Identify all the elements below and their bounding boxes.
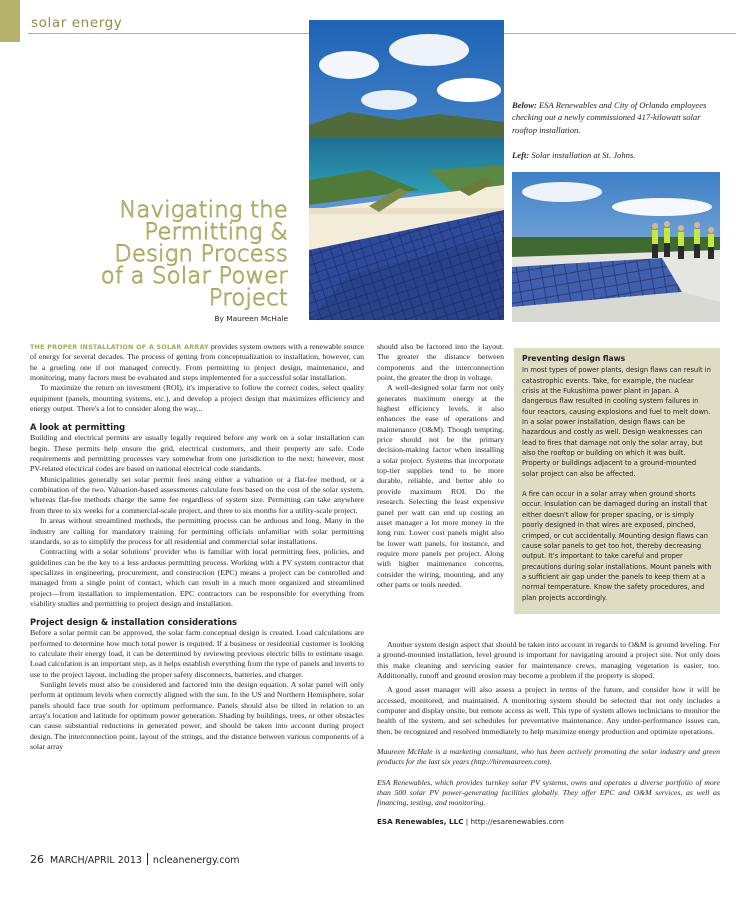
title-line: Permitting & — [144, 219, 288, 245]
paragraph: A well-designed solar farm not only generates maximum energy at the highest efficiency levels, it also enhances the ease of operations and maintenance (O&M). Though tempting, price should not be the primary decision-making factor when installing a solar project. Systems that incorporate top-tier supplies tend to be more durable, reliable, and better able to provide maximum ROI. Do the research. Selecting the least expensive panel per watt can end up costing an asset manager a lot more money in the long run. Lower cost panels might also be lower watt panels, for instance, and require more panels per project. Along with higher maintenance concerns, consider the wiring, mounting, and any other parts or tools needed. — [377, 383, 504, 589]
sidebar-paragraph: A fire can occur in a solar array when ground shorts occur. Insulation can be damaged during an install that either doesn't allow for proper spacing, or is simply poorly designed in that wires are exposed, pinched, crimped, or cut accidentally. Mounting design flaws can cause solar panels to get too hot, thereby decreasing output. It's important to take careful and proper precautions during solar installations. Mount panels with a sufficient air gap under the panels to keep them at a normal temperature. Know the safety procedures, and plan projects accordingly. — [522, 490, 712, 602]
paragraph: In areas without streamlined methods, the permitting process can be arduous and long. Many in the industry are calling for mandatory training for permitting officials unfamiliar with solar permitting standards, so as to simplify the process for all residential and commercial solar installations. — [30, 516, 364, 546]
company-credit: ESA Renewables, LLC | http://esarenewables.com — [377, 816, 564, 826]
lead-in-caps: THE PROPER INSTALLATION OF A SOLAR ARRAY — [30, 343, 209, 351]
article-bottom-block — [377, 640, 720, 827]
caption-below-text: ESA Renewables and City of Orlando employees checking out a newly commissioned 417-kilowatt solar rooftop installation. — [512, 100, 707, 135]
section-heading: A look at permitting — [30, 422, 126, 433]
article-title — [44, 199, 288, 309]
paragraph-text: provides system owners with a renewable source of energy for several decades. The process of getting from conceptualization to installation, however, can be a grueling one if not managed correctly. From permitting to project design, maintenance, and monitoring, many factors must be evaluated and steps implemented for a successful solar installation. — [30, 342, 364, 383]
caption-below — [512, 99, 720, 136]
paragraph: Municipalities generally set solar permit fees using either a valuation or a flat-fee method, or a combination of the two. Valuation-based assessments calculate fees based on the cost of the solar system, whereas flat-fee methods charge the same fee regardless of system size. Permitting can take anywhere from three to six weeks for a commercial-scale project, and three to six months for a utility-scale project. — [30, 474, 364, 515]
caption-left — [512, 149, 720, 161]
page-number: 26 — [30, 853, 44, 866]
page-footer — [30, 853, 240, 866]
paragraph: should also be factored into the layout. The greater the distance between components and the interconnection point, the greater the drop in voltage. — [377, 342, 504, 383]
photo-captions — [512, 99, 720, 175]
paragraph: Sunlight levels must also be considered and factored into the design equation. A solar panel will only perform at optimum levels when correctly aligned with the sun. In the US and Northern Hemisphere, solar panels should face true south for optimum performance. Panels should also be tilted in relation to an array's location and latitude for optimum power generation. Shading by buildings, trees, or other obstacles can cause substantial reductions in generated power, and should be taken into account during project design. The interconnection point, layout of the strings, and the distance between various components of a solar array — [30, 679, 364, 752]
title-line: Project — [208, 285, 288, 311]
company-description: ESA Renewables, which provides turnkey solar PV systems, owns and operates a diverse portfolio of more than 500 solar PV power-generating facilities globally. They offer EPC and O&M services, as well as financing, testing, and monitoring. — [377, 777, 720, 808]
sidebar-box — [514, 348, 720, 614]
section-label: solar energy — [31, 15, 123, 31]
title-line: of a Solar Power — [100, 263, 288, 289]
paragraph: Before a solar permit can be approved, the solar farm conceptual design is created. Load calculations are performed to determine how much total power is required. If a business or residential customer is looking to calculate their energy load, it can be determined by reviewing previous electric bills to estimate usage. Load calculation is an important step, as it helps establish everything from the type of panels and inverts to use to the project layout, including the proper safety disconnects, batteries, and charger. — [30, 628, 364, 679]
title-line: Navigating the — [119, 197, 288, 223]
paragraph — [30, 342, 364, 383]
company-url[interactable]: http://esarenewables.com — [470, 816, 564, 826]
section-tab — [0, 0, 20, 42]
paragraph: To maximize the return on investment (ROI), it's imperative to follow the correct codes, select quality equipment (panels, mounting systems, etc.), and develop a project design that maximizes efficiency and energy output. There's a lot to consider along the way... — [30, 383, 364, 414]
company-name: ESA Renewables, LLC — [377, 816, 464, 826]
paragraph: Contracting with a solar solutions' provider who is familiar with local permitting fees, policies, and guidelines can be the key to a less arduous permitting process. Working with a PV system contractor that specializes in engineering, procurement, and construction (EPC) means a project can be controlled and managed from a single point of contact, which can result in a much more organized and streamlined project—from installation to implementation. EPC contractors can be responsible for everything from viability studies and permitting to project design and installation. — [30, 547, 364, 608]
caption-left-text: Solar installation at St. Johns. — [531, 150, 636, 161]
caption-left-label: Left: — [512, 150, 530, 161]
sidebar-title: Preventing design flaws — [522, 354, 626, 363]
paragraph: Another system design aspect that should be taken into account in regards to O&M is ground leveling. For a ground-mounted installation, level ground is important for navigating around a project site. Not only does this make cleaning and servicing easier for maintenance crews, managing vegetation is easier, too. Additionally, runoff and ground erosion may become a problem if the property is sloped. — [377, 640, 720, 681]
issue-date: MARCH/APRIL 2013 — [50, 855, 142, 866]
footer-divider — [147, 853, 148, 865]
section-heading: Project design & installation considerations — [30, 617, 238, 628]
site-name: ncleanenergy.com — [152, 855, 240, 866]
rooftop-inspection-photo — [512, 172, 720, 322]
article-column-2 — [377, 342, 504, 590]
sidebar-paragraph: In most types of power plants, design flaws can result in catastrophic events. Take, for example, the nuclear crisis at the Fukushima power plant in Japan. A dangerous flaw resulted in cooling system failures in four reactors, causing explosions and fuel to melt down. In a solar power installation, design flaws can be hazardous and costly as well. Design weaknesses can lead to fires that damage not only the solar array, but also the rooftop or building on which it was built. Property or buildings adjacent to a ground-mounted solar project can also be affected. — [522, 366, 711, 478]
paragraph: Building and electrical permits are usually legally required before any work on a solar installation can begin. These permits help ensure the grid, electrical customers, and their property are safe. Code requirements and permitting processes vary somewhat from one jurisdiction to the next; however, most PV-related electrical codes are based on national electrical code standards. — [30, 433, 364, 474]
article-column-1 — [30, 342, 364, 752]
caption-below-label: Below: — [512, 100, 537, 110]
author-bio: Maureen McHale is a marketing consultant, who has been actively promoting the solar industry and green products for the last six years (http://hiremaureen.com). — [377, 747, 720, 767]
solar-ocean-photo — [309, 20, 504, 320]
byline: By Maureen McHale — [214, 314, 288, 323]
title-line: Design Process — [114, 241, 288, 267]
paragraph: A good asset manager will also assess a project in terms of the future, and consider how it will be accessed, monitored, and maintained. A monitoring system should be selected that not only includes a computer and display onsite, but remote access as well. This type of system allows technicians to monitor the health of the system, and set schedules for preventative maintenance. Any under-performance issues can, then, be recognized and resolved immediately to help maximize energy production and optimize operations. — [377, 685, 720, 736]
